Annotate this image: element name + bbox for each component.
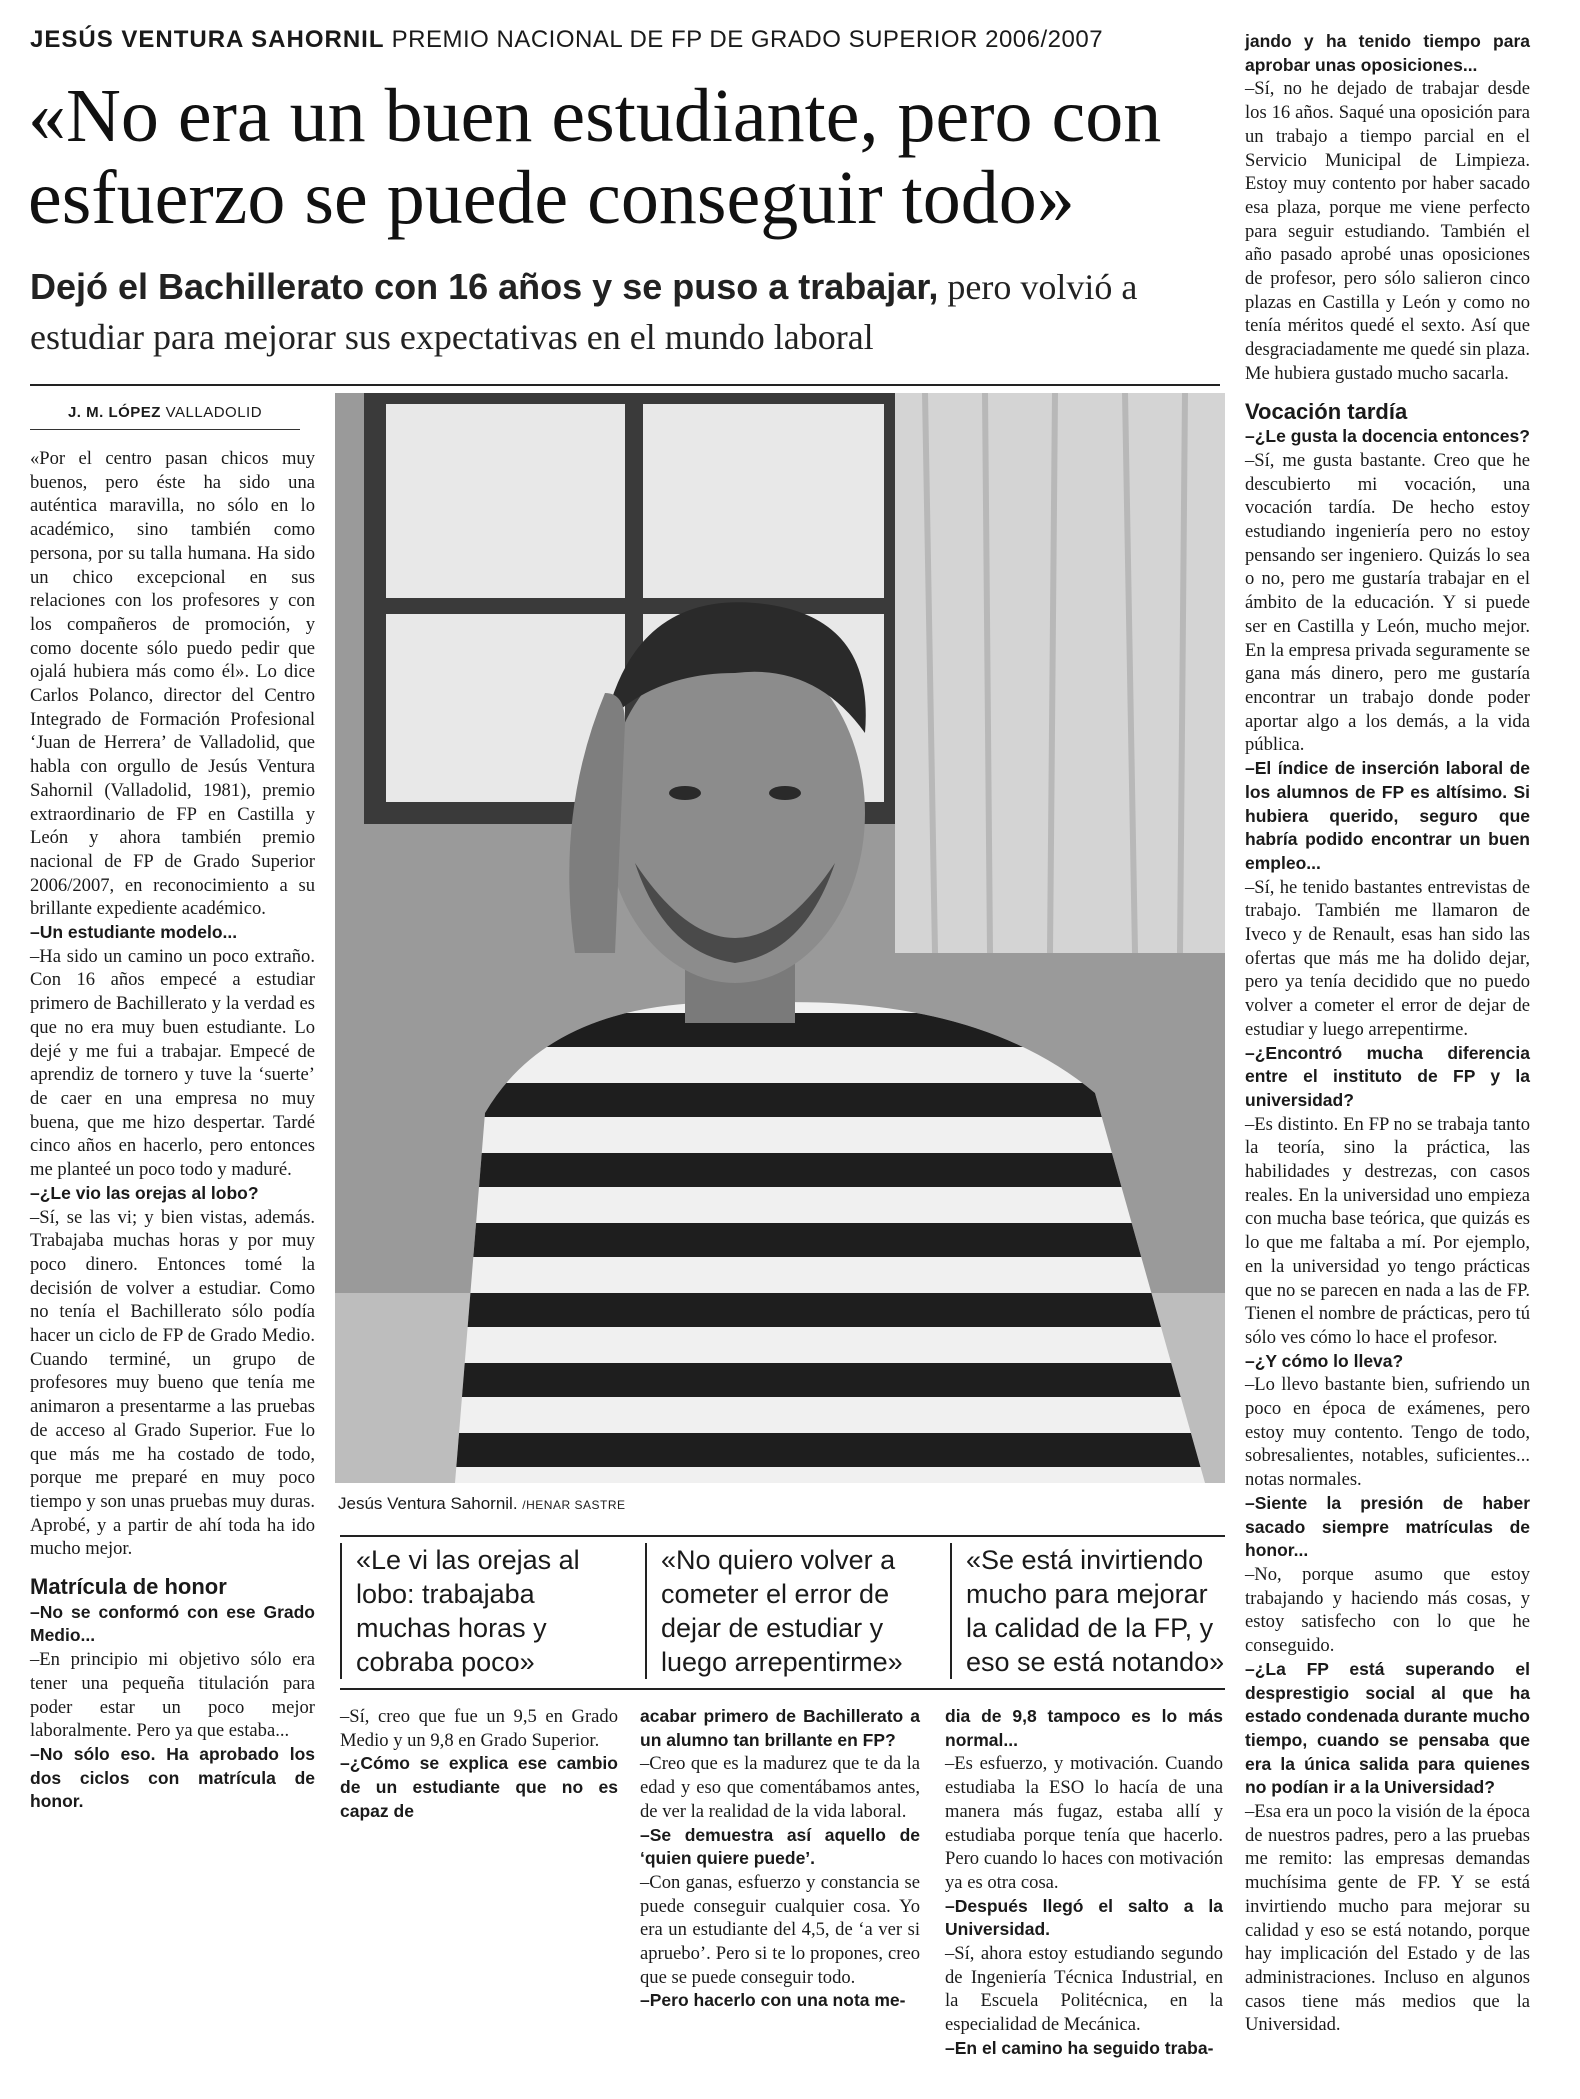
answer: –Sí, ahora estoy estudiando segundo de Ingeniería Técnica Industrial, en la Escuela Politécnica, en la especialidad de Mecánica. xyxy=(945,1943,1223,2036)
question: –¿Le gusta la docencia entonces? xyxy=(1245,426,1530,447)
answer: –Sí, me gusta bastante. Creo que he descubierto mi vocación, una vocación tardía. De hecho estoy estudiando ingeniería pero no estoy pensando ser ingeniero. Quizás lo sea o no, pero me gustaría trabajar en el ámbito de la educación. Y si puede ser en Castilla y León, mucho mejor. En la empresa privada seguramente se gana más dinero, pero me gustaría encontrar un trabajo donde poder aportar algo a los demás, a la vida pública. xyxy=(1245,449,1530,756)
answer: –Esa era un poco la visión de la época de nuestros padres, pero a las pruebas me remito: las empresas demandas muchísima gente de FP. Y se está invirtiendo mucho para mejorar su calidad y eso se está notando, porque hay implicación del Estado y de las administraciones. Incluso en algunos casos tiene más medios que la Universidad. xyxy=(1245,1801,1530,2036)
answer: –Sí, he tenido bastantes entrevistas de trabajo. También me llamaron de Iveco y de Renault, esas han sido las ofertas que más me ha dolido dejar, pero ya tenía decidido que no puedo volver a cometer el error de dejar de estudiar y luego arrepentirme. xyxy=(1245,876,1530,1040)
subheading: Vocación tardía xyxy=(1245,398,1408,424)
question: –Se demuestra así aquello de ‘quien quiere puede’. xyxy=(640,1824,920,1869)
column-2 xyxy=(340,1705,618,1824)
answer: –Ha sido un camino un poco extraño. Con 16 años empecé a estudiar primero de Bachillerato y la verdad es que no era muy buen estudiante. Lo dejé y me fui a trabajar. Empecé de aprendiz de tornero y tuve la ‘suerte’ de caer en una empresa no muy buena, que me hizo despertar. Tardé cinco años en hacerlo, pero entonces me planteé un poco todo y maduré. xyxy=(30,945,315,1181)
question: –El índice de inserción laboral de los alumnos de FP es altísimo. Si hubiera querido, seguro que habría podido encontrar un buen empleo... xyxy=(1245,758,1530,873)
pull-quote-rule-top xyxy=(340,1535,1225,1537)
deck-rule xyxy=(30,384,1220,386)
headline: «No era un buen estudiante, pero con esfuerzo se puede conseguir todo» xyxy=(28,74,1162,240)
question: dia de 9,8 tampoco es lo más normal... xyxy=(945,1706,1223,1750)
photo-credit: /HENAR SASTRE xyxy=(522,1498,626,1512)
answer: –Lo llevo bastante bien, sufriendo un poco en época de exámenes, pero estoy muy contento. Tengo de todo, sobresalientes, notables, suficientes... notas normales. xyxy=(1245,1374,1530,1491)
question: –¿Encontró mucha diferencia entre el instituto de FP y la universidad? xyxy=(1245,1042,1530,1110)
pull-quote: «Se está invirtiendo mucho para mejorar la calidad de la FP, y eso se está notando» xyxy=(950,1543,1236,1679)
byline-author: J. M. LÓPEZ xyxy=(67,404,161,421)
byline-place: VALLADOLID xyxy=(165,404,263,421)
answer: –Sí, se las vi; y bien vistas, además. Trabajaba muchas horas y por muy poco dinero. Entonces tomé la decisión de volver a estudiar. Como no tenía el Bachillerato sólo podía hacer un ciclo de FP de Grado Medio. Cuando terminé, un grupo de profesores muy bueno que tenía me animaron a presentarme a las pruebas de acceso al Grado Superior. Fue lo que más me ha costado de todo, porque me preparé en muy poco tiempo y son unas pruebas muy duras. Aprobé, y a partir de ahí toda ha ido mucho mejor. xyxy=(30,1206,315,1560)
pull-quote: «Le vi las orejas al lobo: trabajaba muchas horas y cobraba poco» xyxy=(340,1543,606,1679)
question: –¿Y cómo lo lleva? xyxy=(1245,1350,1404,1371)
column-4 xyxy=(945,1705,1223,2061)
question: –No se conformó con ese Grado Medio... xyxy=(30,1601,315,1646)
question: –¿La FP está superando el desprestigio social al que ha estado condenada durante mucho tiempo, cuando se pensaba que era la única salida para quienes no podían ir a la Universidad? xyxy=(1245,1658,1530,1798)
question: acabar primero de Bachillerato a un alumno tan brillante en FP? xyxy=(640,1706,920,1750)
portrait-photo xyxy=(335,393,1225,1483)
question: –Siente la presión de haber sacado siempre matrículas de honor... xyxy=(1245,1492,1530,1561)
column-1 xyxy=(30,447,315,1814)
answer: –Sí, creo que fue un 9,5 en Grado Medio y un 9,8 en Grado Superior. xyxy=(340,1706,618,1751)
question: –Después llegó el salto a la Universidad. xyxy=(945,1895,1223,1940)
question: –¿Le vio las orejas al lobo? xyxy=(30,1182,259,1203)
portrait-illustration xyxy=(335,393,1225,1483)
column-3 xyxy=(640,1705,920,2013)
question: –Un estudiante modelo... xyxy=(30,922,238,943)
pull-quote-rule-bottom xyxy=(340,1688,1225,1690)
deck-regular: pero volvió a estudiar para mejorar sus expectativas en el mundo laboral xyxy=(30,267,1138,357)
answer: –Es distinto. En FP no se trabaja tanto la teoría, sino la práctica, las habilidades y destrezas, con casos reales. En la universidad uno empieza con mucha base teórica, que quizás es lo que me faltaba a mí. Por ejemplo, en la universidad yo tengo prácticas que no se parecen en nada a las de FP. Tienen el nombre de prácticas, pero tú sólo ves cómo lo hace el profesor. xyxy=(1245,1113,1530,1348)
photo-caption xyxy=(338,1494,625,1514)
answer: –Con ganas, esfuerzo y constancia se puede conseguir cualquier cosa. Yo era un estudiante del 4,5, de ‘a ver si apruebo’. Pero si te lo propones, creo que se puede conseguir todo. xyxy=(640,1871,920,1988)
question: –En el camino ha seguido traba- xyxy=(945,2037,1214,2058)
question: –Pero hacerlo con una nota me- xyxy=(640,1990,906,2011)
answer: –Es esfuerzo, y motivación. Cuando estudiaba la ESO lo hacía de una manera más fugaz, estaba allí y estudiaba porque tenía que hacerlo. Pero cuando lo haces con motivación ya es otra cosa. xyxy=(945,1753,1223,1893)
question: jando y ha tenido tiempo para aprobar unas oposiciones... xyxy=(1245,31,1530,75)
pull-quote: «No quiero volver a cometer el error de dejar de estudiar y luego arrepentirme» xyxy=(645,1543,916,1679)
answer: –Sí, no he dejado de trabajar desde los 16 años. Saqué una oposición para un trabajo a tiempo parcial en el Servicio Municipal de Limpieza. Estoy muy contento por haber sacado esa plaza, porque me viene perfecto para seguir estudiando. También el año pasado aprobé unas oposiciones de profesor, pero sólo salieron cinco plazas en Castilla y León y como no tenía méritos quedé el sexto. Así que desgraciadamente me quedé sin plaza. Me hubiera gustado mucho sacarla. xyxy=(1245,78,1530,384)
question: –¿Cómo se explica ese cambio de un estudiante que no es capaz de xyxy=(340,1753,618,1821)
question: –No sólo eso. Ha aprobado los dos ciclos con matrícula de honor. xyxy=(30,1743,315,1812)
byline xyxy=(30,404,300,430)
caption-text: Jesús Ventura Sahornil. xyxy=(338,1494,518,1513)
kicker xyxy=(30,26,1103,54)
answer: –No, porque asumo que estoy trabajando y haciendo más cosas, y estoy satisfecho con lo que he conseguido. xyxy=(1245,1564,1530,1657)
deck xyxy=(30,262,1220,362)
answer: –En principio mi objetivo sólo era tener una pequeña titulación para poder estar un poco mejor laboralmente. Pero ya que estaba... xyxy=(30,1649,315,1742)
deck-bold: Dejó el Bachillerato con 16 años y se puso a trabajar, xyxy=(30,266,939,307)
answer: –Creo que es la madurez que te da la edad y eso que comentábamos antes, de ver la realidad de la vida laboral. xyxy=(640,1753,920,1822)
column-5 xyxy=(1245,30,1530,2037)
subheading: Matrícula de honor xyxy=(30,1574,227,1600)
intro-paragraph: «Por el centro pasan chicos muy buenos, pero éste ha sido una auténtica maravilla, no sólo en lo académico, sino también como persona, por su talla humana. Ha sido un chico excepcional en sus relaciones con los profesores y con los compañeros de promoción, y como docente sólo puedo pedir que ojalá hubiera más como él». Lo dice Carlos Polanco, director del Centro Integrado de Formación Profesional ‘Juan de Herrera’ de Valladolid, que habla con orgullo de Jesús Ventura Sahornil (Valladolid, 1981), premio extraordinario de FP en Castilla y León y ahora también premio nacional de FP de Grado Superior 2006/2007, en reconocimiento a su brillante expediente académico. xyxy=(30,448,315,920)
kicker-name: JESÚS VENTURA SAHORNIL xyxy=(30,26,385,53)
kicker-award: PREMIO NACIONAL DE FP DE GRADO SUPERIOR 2006/2007 xyxy=(391,26,1104,53)
